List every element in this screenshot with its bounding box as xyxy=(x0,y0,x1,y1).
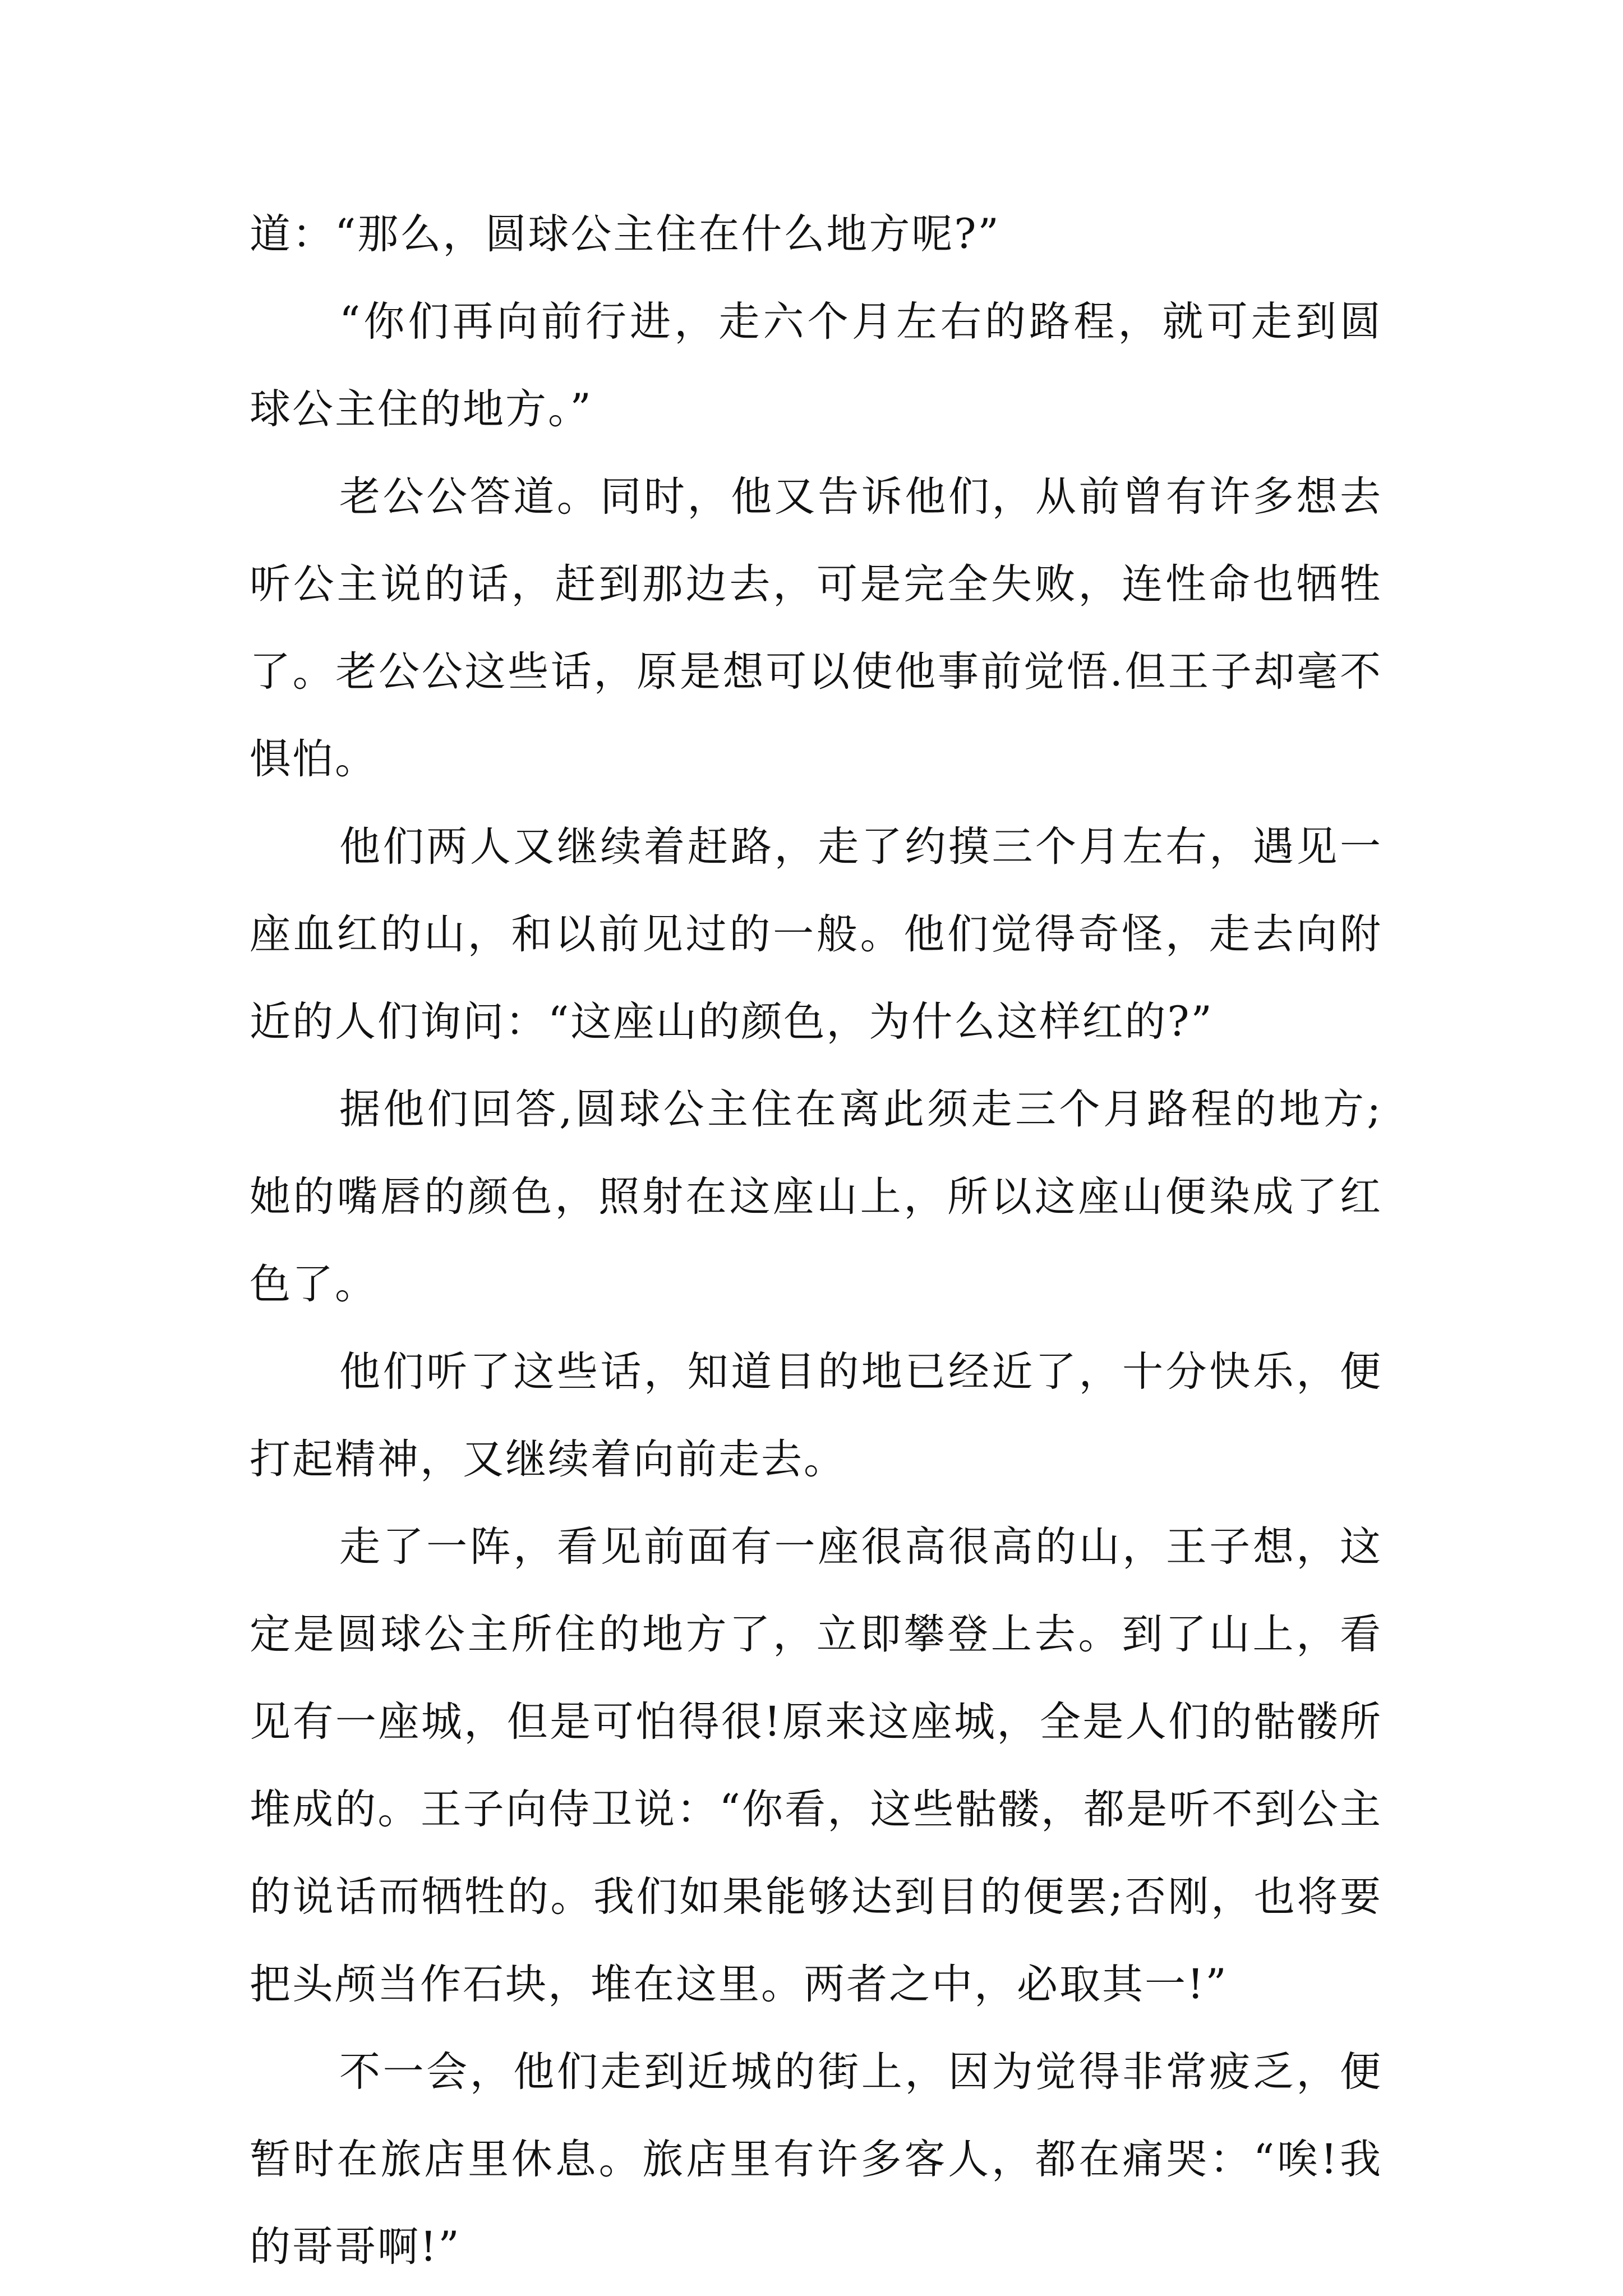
paragraph-4: 他们两人又继续着赶路，走了约摸三个月左右，遇见一座血红的山，和以前见过的一般。他们觉得奇怪，走去向附近的人们询问：“这座山的颜色，为什么这样红的?” xyxy=(250,823,1382,1046)
paragraph-5: 据他们回答,圆球公主住在离此须走三个月路程的地方;她的嘴唇的颜色，照射在这座山上，所以这座山便染成了红色了。 xyxy=(250,1085,1382,1308)
paragraph-3: 老公公答道。同时，他又告诉他们，从前曾有许多想去听公主说的话，赶到那边去，可是完全失败，连性命也牺牲了。老公公这些话，原是想可以使他事前觉悟.但王子却毫不惧怕。 xyxy=(250,473,1382,783)
paragraph-1: 道：“那么，圆球公主住在什么地方呢?” xyxy=(250,210,1000,258)
paragraph-7: 走了一阵，看见前面有一座很高很高的山，王子想，这定是圆球公主所住的地方了，立即攀登上去。到了山上，看见有一座城，但是可怕得很!原来这座城，全是人们的骷髅所堆成的。王子向侍卫说：“你看，这些骷髅，都是听不到公主的说话而牺牲的。我们如果能够达到目的便罢;否刚，也将要把头颅当作石块，堆在这里。两者之中，必取其一!” xyxy=(250,1523,1382,2008)
body-text xyxy=(250,191,1382,2291)
paragraph-8: 不一会，他们走到近城的街上，因为觉得非常疲乏，便暂时在旅店里休息。旅店里有许多客人，都在痛哭：“唉!我的哥哥啊!” xyxy=(250,2048,1382,2271)
paragraph-2: “你们再向前行进，走六个月左右的路程，就可走到圆球公主住的地方。” xyxy=(250,298,1382,433)
paragraph-6: 他们听了这些话，知道目的地已经近了，十分快乐，便打起精神，又继续着向前走去。 xyxy=(250,1348,1382,1483)
